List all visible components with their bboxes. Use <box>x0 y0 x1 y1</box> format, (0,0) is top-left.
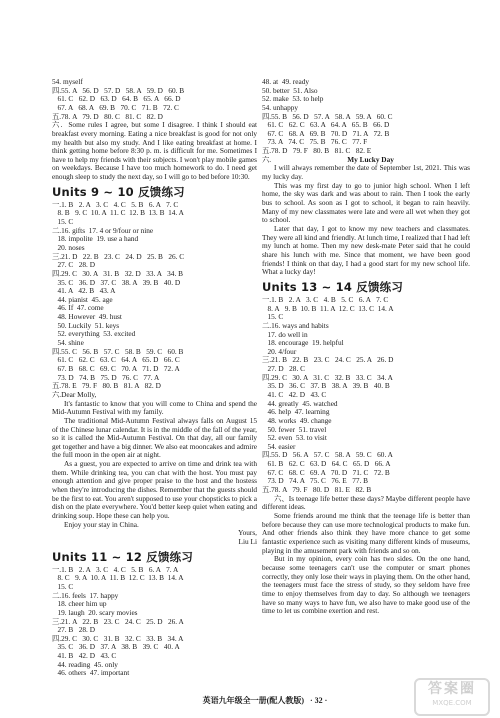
answer-line: 52. everything 53. excited <box>52 330 136 339</box>
answer-line: 27. B 28. D <box>52 626 95 635</box>
answer-line: 41. A 42. B 43. A <box>52 287 116 296</box>
answer-line: 三.21. D 22. B 23. C 24. D 25. B 26. C <box>52 252 185 261</box>
unit-title: Units 13 ~ 14 反馈练习 <box>262 279 404 294</box>
answer-line: 35. D 36. C 37. B 38. A 39. B 40. B <box>262 382 390 391</box>
answer-line: 48. at 49. ready <box>262 78 310 86</box>
answer-line: 27. D 28. C <box>262 365 305 374</box>
answer-line: 41. B 42. D 43. C <box>52 652 117 661</box>
answer-line: 44. pianist 45. age <box>52 295 113 304</box>
answer-line: 20. noses <box>52 244 85 252</box>
unit-answers <box>52 201 257 400</box>
answer-line: 15. C <box>262 313 284 322</box>
answer-line: 73. D 74. A 75. C 76. E 77. B <box>262 477 369 486</box>
essay-paragraph: But in my opinion, every coin has two sides. On the one hand, because some teenagers can't use the computer or smart phones correctly, they only lose their ways in playing them. On the other hand, the teenagers must face the stress of study, so they seldom have free time to enjoy themselves from day to day. So although we teenagers have so many ways to have fun, we also have to make good use of the time to let us combine exertion and rest. <box>262 554 470 616</box>
unit-title: Units 9 ~ 10 反馈练习 <box>52 184 185 199</box>
answer-line: 8. A 9. B 10. B 11. A 12. C 13. C 14. A <box>262 304 394 313</box>
answer-line: 67. C 68. C 69. A 70. D 71. C 72. B <box>262 468 390 477</box>
answer-line: 73. D 74. B 75. D 76. C 77. A <box>52 373 160 382</box>
answer-line: 一.1. B 2. A 3. C 4. B 5. C 6. A 7. C <box>262 295 389 304</box>
unit-answers <box>262 296 470 495</box>
answer-line: 54. myself <box>52 78 83 86</box>
answer-line: 44. reading 45. only <box>52 660 118 669</box>
answer-line: 四.55. D 56. A 57. C 58. A 59. C 60. A <box>262 451 393 460</box>
answer-line: 二.16. gifts 17. 4 or 9/four or nine <box>52 226 154 235</box>
section-label: 六. <box>262 155 272 164</box>
answer-line: 41. C 42. D 43. C <box>262 390 327 399</box>
page-number: · 32 · <box>309 696 328 705</box>
answer-line: 17. do well in <box>262 330 308 339</box>
essay-paragraph <box>52 121 257 182</box>
answer-line: 50. fewer 51. travel <box>262 425 327 434</box>
answer-line: 61. C 62. D 63. D 64. B 65. A 66. D <box>52 95 181 104</box>
answer-line: 61. C 62. C 63. C 64. A 65. D 66. C <box>52 356 180 365</box>
letter-paragraph: Enjoy your stay in China. <box>64 519 139 529</box>
answer-line: 46. If 47. come <box>52 304 104 313</box>
answer-line: 8. C 9. A 10. A 11. B 12. C 13. B 14. A <box>52 574 184 583</box>
answer-line: 四.29. C 30. C 31. B 32. C 33. B 34. A <box>52 634 184 643</box>
answer-line: 三.21. A 22. B 23. C 24. C 25. D 26. A <box>52 617 184 626</box>
watermark-text: 答案圈 <box>428 681 476 697</box>
answer-line: 五.78. D 79. F 80. B 81. C 82. E <box>262 147 372 156</box>
answer-line: 54. unhappy <box>262 103 299 112</box>
answer-line: 50. better 51. Also <box>262 86 318 95</box>
answer-line: 44. greatly 45. watched <box>262 399 338 408</box>
answer-line: 52. even 53. to visit <box>262 434 327 443</box>
answer-line: 46. help 47. learning <box>262 408 330 417</box>
story-paragraph: I will always remember the date of September 1st, 2021. This was my lucky day. <box>262 163 470 182</box>
answer-line: 52. make 53. to help <box>262 95 324 104</box>
answer-line: 19. laugh 20. scary movies <box>52 608 138 617</box>
answer-line: 54. easier <box>262 442 296 451</box>
right-column <box>262 78 470 616</box>
answer-line: 四.29. C 30. A 31. C 32. B 33. C 34. A <box>262 373 393 382</box>
answer-line: 15. C <box>52 582 74 591</box>
answer-line: 48. works 49. change <box>262 416 332 425</box>
essay-paragraph <box>262 495 470 512</box>
story-title: My Lucky Day <box>347 155 394 164</box>
letter-paragraph: The traditional Mid-Autumn Festival always falls on August 15 of the Chinese lunar calendar. It is in the middle of the fall of the year, so it is called the Mid-Autumn Festival. On that day, all our family get together and have a big dinner. We also eat mooncakes and admire the full moon in the open air at night. <box>52 415 257 460</box>
answer-line: 四.55. C 56. B 57. C 58. B 59. C 60. B <box>52 347 184 356</box>
letter-paragraph: As a guest, you are expected to arrive on time and drink tea with them. While drinking tea, you can chat with the host. You must pay enough attention and give proper praise to the host and the hostess when they're introducing the dishes. Remember that the guests should be the first to eat. You aren't supposed to use your chopsticks to pick a dish on the plate everywhere. You'd better keep quiet when eating and drinking soup. Hope these can help you. <box>52 459 257 521</box>
answer-line: 35. C 36. D 37. A 38. B 39. C 40. A <box>52 643 180 652</box>
answer-line: 18. cheer him up <box>52 600 107 609</box>
intro-answers <box>52 78 257 121</box>
answer-line: 67. B 68. C 69. C 70. A 71. D 72. A <box>52 364 180 373</box>
section-label: 六、 <box>274 493 289 503</box>
answer-line: 8. B 9. C 10. A 11. C 12. B 13. B 14. A <box>52 209 184 218</box>
answer-line: 一.1. B 2. A 3. C 4. C 5. B 6. A 7. A <box>52 565 179 574</box>
answer-line: 46. others 47. important <box>52 669 130 678</box>
essay-text: Some rules I agree, but some I disagree. I think I should eat breakfast every morning. Eating a nice breakfast is good for not only my health but also my study. And I like eating breakfast at home. I think getting home before 8:30 p. m. is difficult for me. Sometimes I have to help my friends with their subjects. I won't play mobile games on weekdays. Because I have too much homework to do. I need get enough sleep to study the next day, so I will go to bed before 10:30. <box>52 120 257 182</box>
answer-line: 27. C 28. D <box>52 261 95 270</box>
story-paragraph: This was my first day to go to junior high school. When I left home, the sky was dark and was about to rain. Then I took the early bus to school. As soon as I got to school, it began to rain heavily. Many of my new classmates were late and were all wet when they got to school. <box>262 180 470 225</box>
unit-title: Units 11 ~ 12 反馈练习 <box>52 549 194 564</box>
answer-line: 18. encourage 19. helpful <box>262 339 344 348</box>
story-paragraph: Later that day, I got to know my new teachers and classmates. They were all kind and friendly. At lunch time, I realized that I had left my lunch at home. Then my new desk-mate Peter said that he could share his lunch with me. Since that moment, we have been good friends! I think on that day, I had a good start for my new school life. What a lucky day! <box>262 224 470 277</box>
answer-line: 54. shine <box>52 339 84 348</box>
answer-line: 四.29. C 30. A 31. B 32. D 33. A 34. B <box>52 269 183 278</box>
answer-line: 73. A 74. C 75. B 76. C 77. F <box>262 138 368 147</box>
answer-line: 67. A 68. A 69. B 70. C 71. B 72. C <box>52 103 179 112</box>
essay-paragraph: Some friends around me think that the teenage life is better than before because they can use more technological products to make fun. And other friends also think they have more chance to get some fantastic experience such as visiting many different kinds of museums, playing in the amusement park with friends and so on. <box>262 510 470 555</box>
unit-answers <box>52 566 257 678</box>
answer-line: 四.55. A 56. D 57. D 58. A 59. D 60. B <box>52 86 185 95</box>
section-label: 六. <box>52 120 63 130</box>
answer-line: 61. B 62. C 63. D 64. C 65. D 66. A <box>262 460 391 469</box>
page-footer <box>100 695 430 706</box>
answer-line: 四.55. B 56. D 57. A 58. A 59. A 60. C <box>262 112 393 121</box>
answer-line: 二.16. ways and habits <box>262 321 329 330</box>
answer-line: 五.78. A 79. D 80. C 81. C 82. D <box>52 112 163 121</box>
answer-line: 二.16. feels 17. happy <box>52 591 119 600</box>
answer-line: 61. C 62. C 63. A 64. A 65. B 66. D <box>262 121 390 130</box>
answer-line: 20. 4/four <box>262 347 297 356</box>
answer-line: 15. C <box>52 218 74 227</box>
letter-signoff: Yours, <box>238 528 257 538</box>
book-title: 英语九年级全一册(配人教版) <box>202 696 304 705</box>
top-answers <box>262 78 470 156</box>
answer-line: 六.Dear Molly, <box>52 390 97 399</box>
essay-text: Is teenage life better these days? Maybe different people have different ideas. <box>262 493 470 512</box>
letter-paragraph: It's fantastic to know that you will come to China and spend the Mid-Autumn Festival with my family. <box>52 398 257 417</box>
letter-signature: Liu Li <box>238 537 257 547</box>
answer-line: 18. impolite 19. use a hand <box>52 235 139 244</box>
answer-line: 五.78. A 79. F 80. D 81. E 82. B <box>262 486 372 495</box>
answer-line: 三.21. B 22. B 23. C 24. C 25. A 26. D <box>262 356 394 365</box>
answer-line: 67. C 68. A 69. B 70. D 71. A 72. B <box>262 129 390 138</box>
answer-line: 35. C 36. D 37. C 38. A 39. B 40. D <box>52 278 181 287</box>
answer-line: 一.1. B 2. A 3. C 4. C 5. B 6. A 7. C <box>52 200 179 209</box>
watermark-logo <box>414 678 490 716</box>
answer-line: 48. However 49. hust <box>52 313 122 322</box>
answer-line: 五.78. E 79. F 80. B 81. A 82. D <box>52 382 161 391</box>
left-column <box>52 78 257 678</box>
answer-line: 50. Luckily 51. keys <box>52 321 120 330</box>
watermark-url: MXQE.COM <box>432 699 472 707</box>
